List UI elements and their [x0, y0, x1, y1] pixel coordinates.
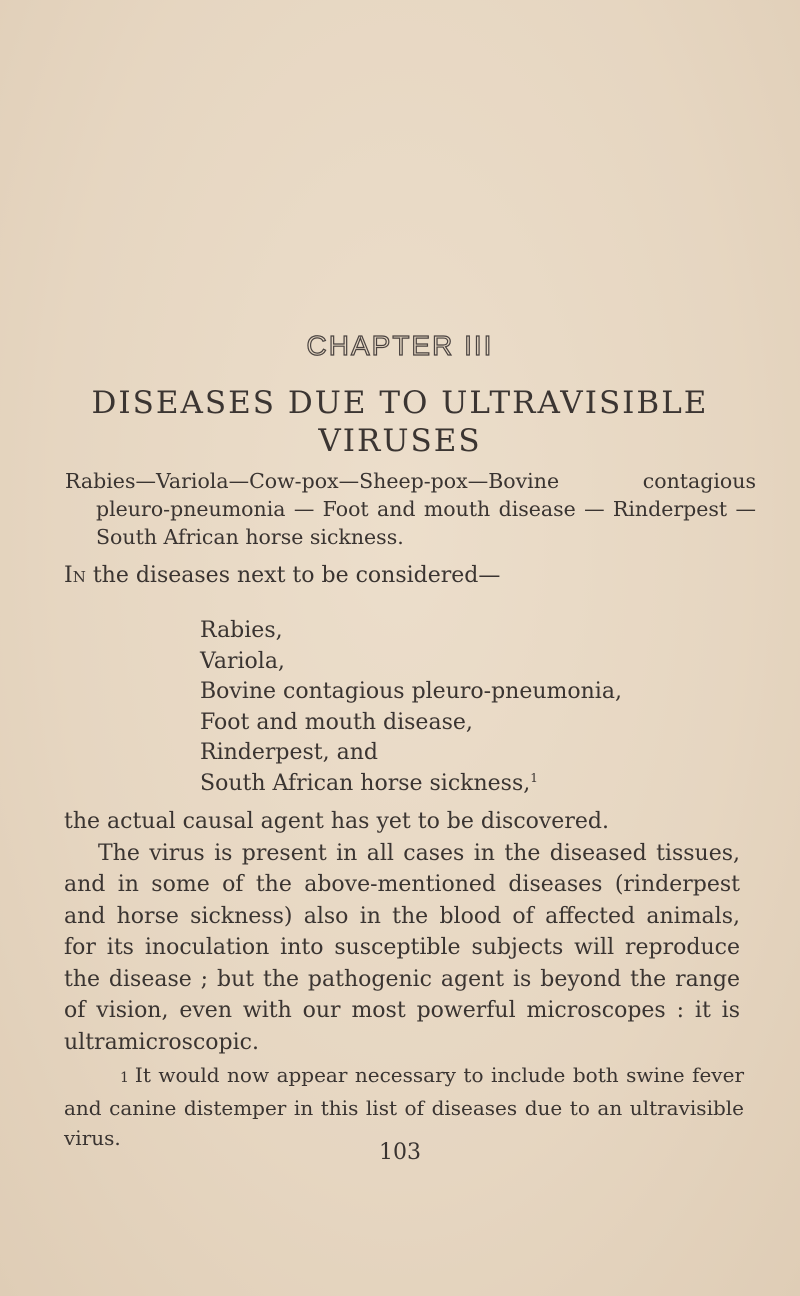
chapter-label: CHAPTER III [306, 330, 494, 361]
body-text [64, 806, 740, 1058]
list-item: Rinderpest, and [200, 740, 378, 765]
footnote-mark: 1 [120, 1070, 129, 1086]
chapter-title-line-1: DISEASES DUE TO ULTRAVISIBLE [91, 385, 709, 421]
intro-rest: the diseases next to be considered— [85, 563, 501, 588]
list-item: Bovine contagious pleuro-pneumonia, [200, 679, 622, 704]
disease-list [200, 616, 622, 799]
list-item-with-footnote [200, 769, 622, 800]
chapter-title-line-2: VIRUSES [318, 423, 482, 459]
list-item: Variola, [200, 648, 285, 674]
footnote-text: It would now appear necessary to include both swine fever and canine distemper in this list of diseases due to an ultravisible virus. [64, 1063, 744, 1150]
chapter-title [0, 384, 800, 460]
footnote-reference: 1 [530, 770, 538, 785]
paragraph-continuation: the actual causal agent has yet to be discovered. [64, 809, 609, 834]
paragraph: The virus is present in all cases in the diseased tissues, and in some of the above-mentioned diseases (rinderpest and horse sickness) also in the blood of affected animals, for its inoculation into susceptible subjects will reproduce the disease ; but the pathogenic agent is beyond the range of vision, even with our most powerful microscopes : it is ultramicroscopic. [64, 840, 740, 1055]
intro-line [64, 563, 500, 588]
list-item: Foot and mouth disease, [200, 709, 473, 735]
chapter-synopsis: Rabies—Variola—Cow-pox—Sheep-pox—Bovine contagious pleuro-pneumonia — Foot and mouth disease — Rinderpest — South African horse sickness. [65, 469, 756, 549]
page-number: 103 [379, 1140, 421, 1165]
list-item: Rabies, [200, 618, 283, 643]
list-item-text: South African horse sickness, [200, 770, 531, 796]
intro-lead-word: In [64, 563, 86, 588]
